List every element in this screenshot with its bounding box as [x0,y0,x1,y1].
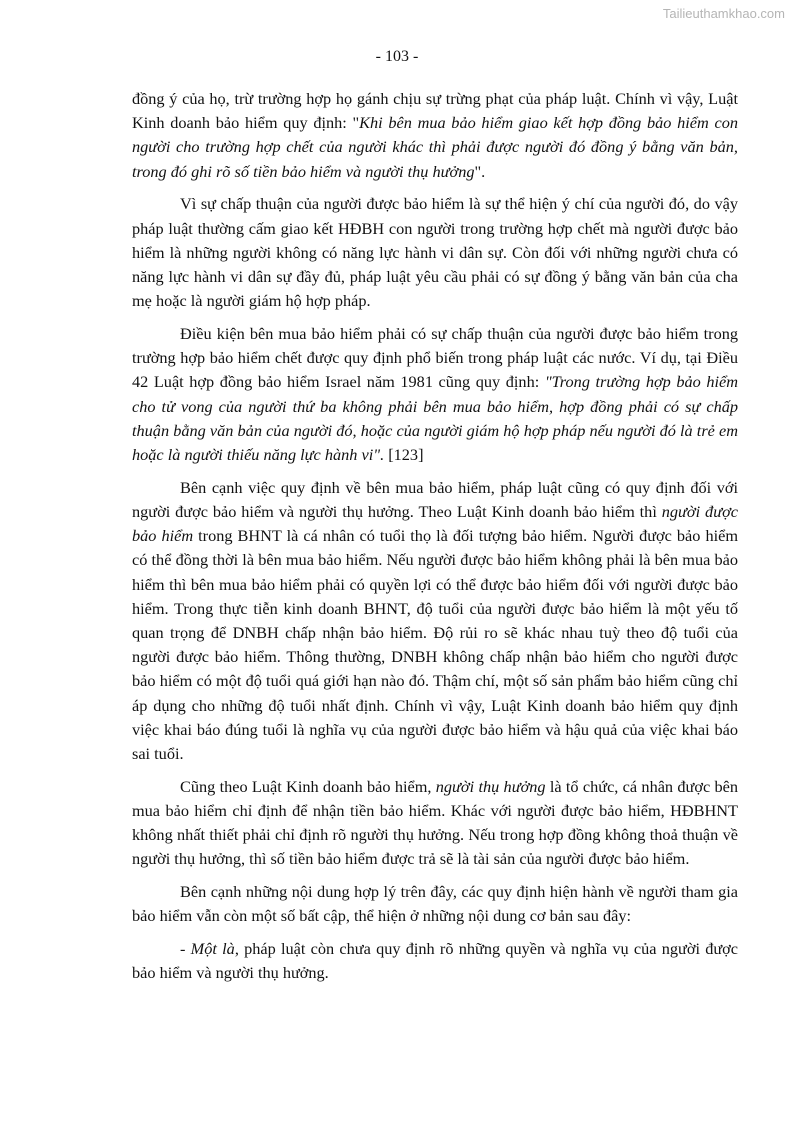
paragraph-3-quote: "Trong trường hợp bảo hiểm cho tử vong của người thứ ba không phải bên mua bảo hiểm, hợp đồng phải có sự chấp thuận bằng văn bản của người đó, hoặc của người giám hộ hợp pháp nếu người đó là trẻ em hoặc là người thiếu năng lực hành vi". [132,372,739,465]
watermark: Tailieuthamkhao.com [662,6,785,21]
paragraph-1 [132,87,738,184]
document-body [132,87,738,994]
paragraph-1-text: đồng ý của họ, trừ trường hợp họ gánh chịu sự trừng phạt của pháp luật. Chính vì vậy, Luật Kinh doanh bảo hiểm quy định: " [132,89,738,133]
paragraph-5-text-b: là tổ chức, cá nhân được bên mua bảo hiểm chỉ định để nhận tiền bảo hiểm. Khác với người được bảo hiểm, HĐBHNT không nhất thiết phải chỉ định rõ người thụ hưởng. Nếu trong hợp đồng không thoả thuận về người thụ hưởng, thì số tiền bảo hiểm được trả sẽ là tài sản của người được bảo hiểm. [132,776,738,869]
paragraph-7-text: , pháp luật còn chưa quy định rõ những quyền và nghĩa vụ của người được bảo hiểm và người thụ hưởng. [132,939,739,983]
paragraph-6: Bên cạnh những nội dung hợp lý trên đây, các quy định hiện hành về người tham gia bảo hiểm vẫn còn một số bất cập, thể hiện ở những nội dung cơ bản sau đây: [132,882,738,926]
paragraph-4-text-a: Bên cạnh việc quy định về bên mua bảo hiểm, pháp luật cũng có quy định đối với người được bảo hiểm và người thụ hưởng. Theo Luật Kinh doanh bảo hiểm thì [132,477,738,522]
paragraph-7-dash: - [180,939,191,959]
paragraph-7-term: Một là [190,939,235,959]
paragraph-5 [132,775,738,872]
paragraph-2: Vì sự chấp thuận của người được bảo hiểm là sự thể hiện ý chí của người đó, do vậy pháp luật thường cấm giao kết HĐBH con người trong trường hợp chết mà người được bảo hiểm là những người không có năng lực hành vi dân sự. Còn đối với những người chưa có năng lực hành vi dân sự đầy đủ, pháp luật yêu cầu phải có sự đồng ý bằng văn bản của cha mẹ hoặc là người giám hộ hợp pháp. [132,194,738,311]
paragraph-5-text-a: Cũng theo Luật Kinh doanh bảo hiểm, [180,776,436,796]
paragraph-4-text-b: trong BHNT là cá nhân có tuổi thọ là đối tượng bảo hiểm. Người được bảo hiểm có thể đồng thời là bên mua bảo hiểm. Nếu người được bảo hiểm không phải là bên mua bảo hiểm thì bên mua bảo hiểm phải có quyền lợi có thể được bảo hiểm đối với người được bảo hiểm. Trong thực tiễn kinh doanh BHNT, độ tuổi của người được bảo hiểm là một yếu tố quan trọng để DNBH chấp nhận bảo hiểm. Độ rủi ro sẽ khác nhau tuỳ theo độ tuổi của người được bảo hiểm. Thông thường, DNBH không chấp nhận bảo hiểm cho người được bảo hiểm có một độ tuổi quá giới hạn nào đó. Thậm chí, một số sản phẩm bảo hiểm cũng chỉ áp dụng cho những độ tuổi nhất định. Chính vì vậy, Luật Kinh doanh bảo hiểm quy định việc khai báo đúng tuổi là nghĩa vụ của người được bảo hiểm và hậu quả của việc khai báo sai tuổi. [132,526,738,764]
paragraph-3-text: Điều kiện bên mua bảo hiểm phải có sự chấp thuận của người được bảo hiểm trong trường hợp bảo hiểm chết được quy định phổ biến trong pháp luật các nước. Ví dụ, tại Điều 42 Luật hợp đồng bảo hiểm Israel năm 1981 cũng quy định: [132,324,738,392]
paragraph-1-quote: Khi bên mua bảo hiểm giao kết hợp đồng bảo hiểm con người cho trường hợp chết của người khác thì phải được người đó đồng ý bằng văn bản, trong đó ghi rõ số tiền bảo hiểm và người thụ hưởng [132,113,738,181]
paragraph-3-citation: [123] [384,445,424,465]
paragraph-4 [132,476,738,766]
paragraph-3 [132,322,738,467]
paragraph-7 [132,937,738,985]
paragraph-4-term: người được bảo hiểm [132,502,738,546]
page-number: - 103 - [375,48,419,65]
paragraph-5-term: người thụ hưởng [435,776,546,796]
paragraph-1-end: ". [474,161,486,181]
